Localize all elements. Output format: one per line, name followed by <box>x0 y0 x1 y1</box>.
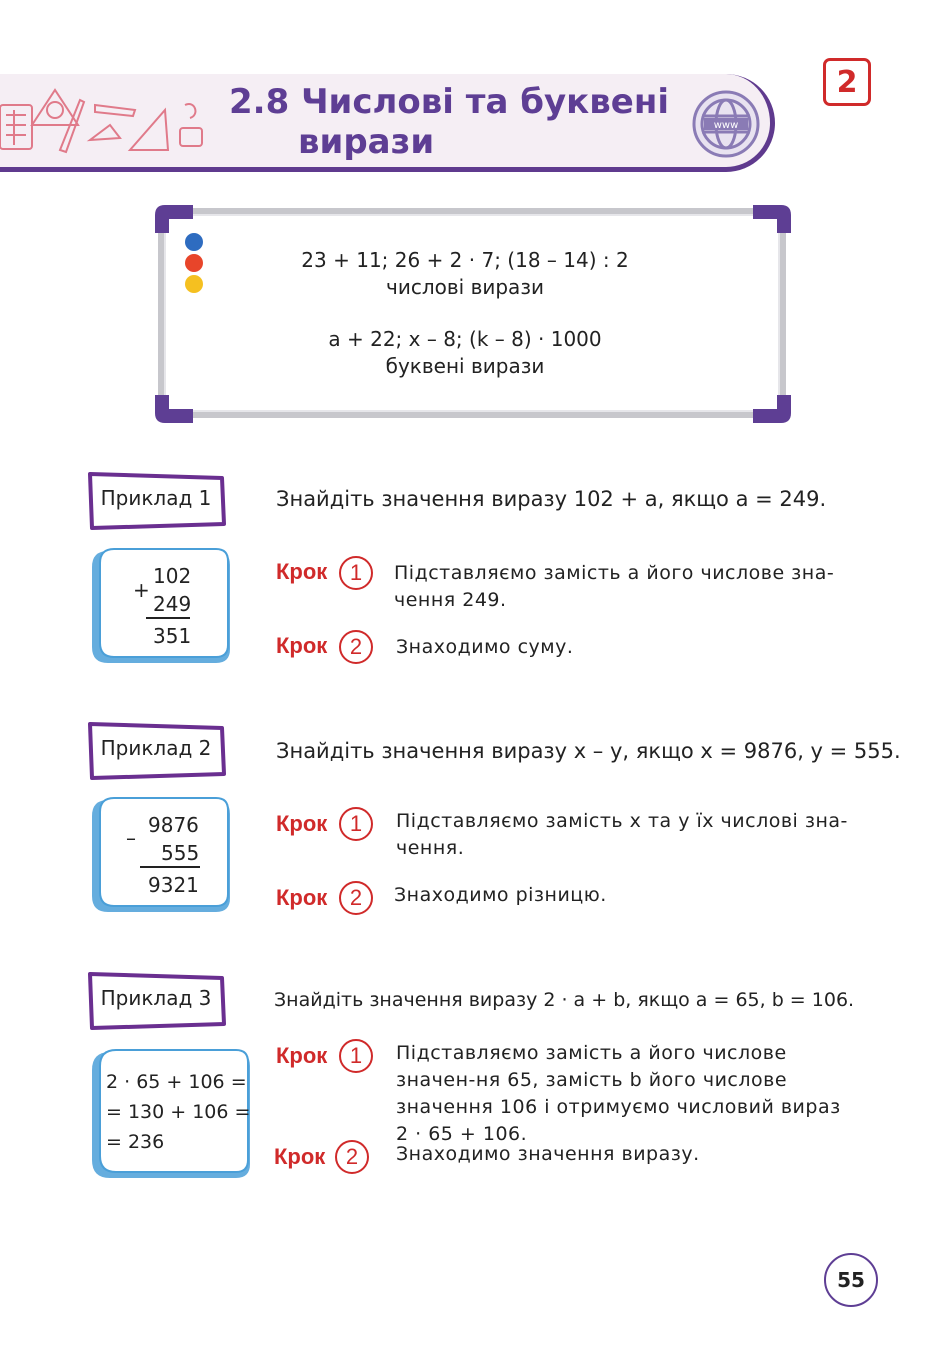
calc-line <box>140 866 200 868</box>
example-tag-label: Приклад 2 <box>100 736 212 760</box>
page-title: 2.8 Числові та буквені <box>229 82 669 122</box>
calc-line <box>146 617 190 619</box>
calc-sign: – <box>126 826 136 850</box>
step-number: 1 <box>339 556 373 590</box>
calc-top: 102 <box>153 564 192 588</box>
step-text: Підставляємо замість a його числове значен-ня 65, замість b його числове значення 106 і отримуємо числовий вираз 2 · 65 + 106. <box>396 1042 841 1145</box>
step-text: Знаходимо суму. <box>396 636 574 658</box>
www-label: www <box>713 120 739 131</box>
step-number: 1 <box>339 807 373 841</box>
calc-top: 9876 <box>148 813 199 837</box>
step-label: Крок <box>276 811 328 836</box>
page-title-continued: вирази <box>298 122 435 162</box>
step-text: Підставляємо замість a його числове зна-чення 249. <box>394 562 835 611</box>
chapter-badge: 2 <box>823 58 871 106</box>
letter-caption: буквені вирази <box>385 354 545 378</box>
letter-expressions: a + 22; x – 8; (k – 8) · 1000 <box>328 327 602 351</box>
step-label: Крок <box>274 1144 326 1169</box>
numeric-caption: числові вирази <box>386 275 544 299</box>
task-2: Знайдіть значення виразу x – y, якщо x = 9876, y = 555. <box>276 739 901 763</box>
step-label: Крок <box>276 559 328 584</box>
example-tag-2 <box>86 720 226 776</box>
task-3: Знайдіть значення виразу 2 · a + b, якщо a = 65, b = 106. <box>274 989 855 1011</box>
step-number: 2 <box>339 630 373 664</box>
example-tag-3 <box>86 970 226 1026</box>
calc-result: 351 <box>153 624 192 648</box>
example-tag-1 <box>86 470 226 526</box>
step-number: 2 <box>339 881 373 915</box>
globe-icon <box>692 90 760 162</box>
page-number: 55 <box>824 1253 878 1307</box>
step-label: Крок <box>276 885 328 910</box>
step-text: Підставляємо замість x та y їх числові зна-чення. <box>396 810 848 859</box>
step-number: 1 <box>339 1039 373 1073</box>
step-number: 2 <box>335 1140 369 1174</box>
calc-result: 9321 <box>148 873 199 897</box>
calc-line-2: = 130 + 106 = <box>106 1101 251 1123</box>
calc-line-3: = 236 <box>106 1131 165 1153</box>
example-tag-label: Приклад 1 <box>100 486 212 510</box>
step-label: Крок <box>276 633 328 658</box>
example-tag-label: Приклад 3 <box>100 986 212 1010</box>
school-supplies-icon <box>0 80 225 160</box>
calc-sign: + <box>133 578 150 602</box>
calc-line-1: 2 · 65 + 106 = <box>106 1071 247 1093</box>
numeric-expressions: 23 + 11; 26 + 2 · 7; (18 – 14) : 2 <box>301 248 629 272</box>
step-label: Крок <box>276 1043 328 1068</box>
whiteboard <box>155 205 791 427</box>
calc-bottom: 249 <box>153 592 192 616</box>
step-text: Знаходимо значення виразу. <box>396 1143 700 1165</box>
calc-bottom: 555 <box>161 841 200 865</box>
task-1: Знайдіть значення виразу 102 + a, якщо a = 249. <box>276 487 827 511</box>
step-text: Знаходимо різницю. <box>394 884 607 906</box>
